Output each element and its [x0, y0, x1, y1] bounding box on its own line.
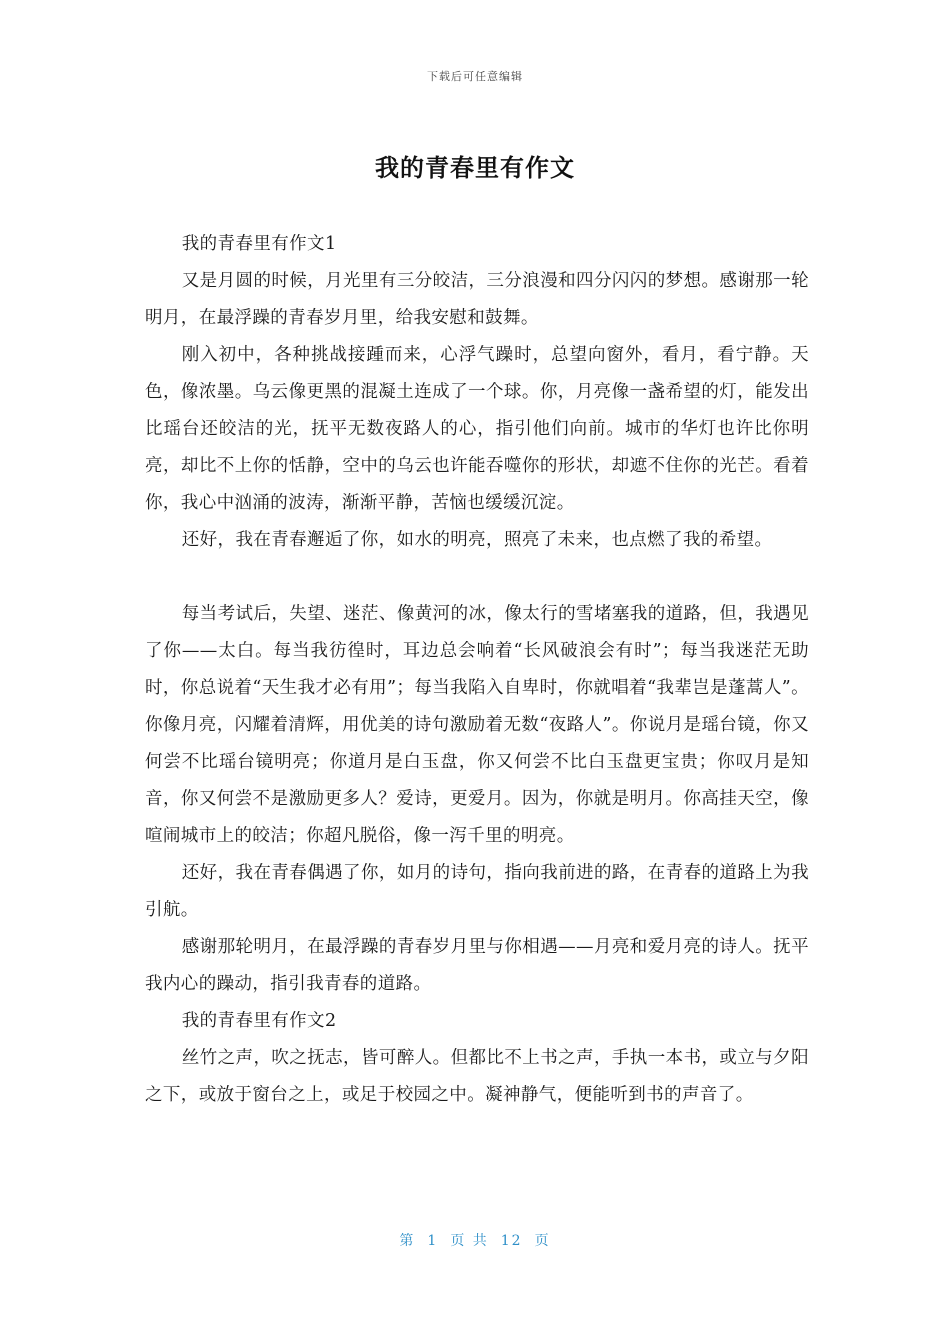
page-label-prefix: 第	[399, 1233, 416, 1249]
section-heading: 我的青春里有作文2	[181, 1011, 337, 1031]
document-title: 我的青春里有作文	[375, 154, 575, 182]
header-note: 下载后可任意编辑	[427, 70, 523, 83]
page-footer	[0, 1230, 950, 1250]
page-label-mid: 页 共	[450, 1233, 489, 1249]
paragraph: 每当考试后，失望、迷茫、像黄河的冰，像太行的雪堵塞我的道路，但，我遇见了你——太白。每当我彷徨时，耳边总会响着“长风破浪会有时”；每当我迷茫无助时，你总说着“天生我才必有用”；每当我陷入自卑时，你就唱着“我辈岂是蓬蒿人”。你像月亮，闪耀着清辉，用优美的诗句激励着无数“夜路人”。你说月是瑶台镜，你又何尝不比瑶台镜明亮；你道月是白玉盘，你又何尝不比白玉盘更宝贵；你叹月是知音，你又何尝不是激励更多人？爱诗，更爱月。因为，你就是明月。你高挂天空，像喧闹城市上的皎洁；你超凡脱俗，像一泻千里的明亮。	[145, 604, 809, 846]
document-body	[145, 226, 809, 1114]
paragraph: 还好，我在青春偶遇了你，如月的诗句，指向我前进的路，在青春的道路上为我引航。	[145, 863, 809, 920]
paragraph: 丝竹之声，吹之抚志，皆可醉人。但都比不上书之声，手执一本书，或立与夕阳之下，或放于窗台之上，或足于校园之中。凝神静气，便能听到书的声音了。	[145, 1048, 809, 1105]
paragraph: 还好，我在青春邂逅了你，如水的明亮，照亮了未来，也点燃了我的希望。	[181, 530, 773, 550]
paragraph: 又是月圆的时候，月光里有三分皎洁，三分浪漫和四分闪闪的梦想。感谢那一轮明月，在最浮躁的青春岁月里，给我安慰和鼓舞。	[145, 271, 809, 328]
paragraph: 刚入初中，各种挑战接踵而来，心浮气躁时，总望向窗外，看月，看宁静。天色，像浓墨。乌云像更黑的混凝土连成了一个球。你，月亮像一盏希望的灯，能发出比瑶台还皎洁的光，抚平无数夜路人的心，指引他们向前。城市的华灯也许比你明亮，却比不上你的恬静，空中的乌云也许能吞噬你的形状，却遮不住你的光芒。看着你，我心中汹涌的波涛，渐渐平静，苦恼也缓缓沉淀。	[145, 345, 809, 513]
current-page-number: 1	[427, 1233, 439, 1249]
paragraph: 感谢那轮明月，在最浮躁的青春岁月里与你相遇——月亮和爱月亮的诗人。抚平我内心的躁动，指引我青春的道路。	[145, 937, 809, 994]
paragraph-spacer	[145, 559, 809, 596]
total-pages-number: 12	[500, 1233, 523, 1249]
page-label-suffix: 页	[534, 1233, 551, 1249]
section-heading: 我的青春里有作文1	[181, 234, 337, 254]
